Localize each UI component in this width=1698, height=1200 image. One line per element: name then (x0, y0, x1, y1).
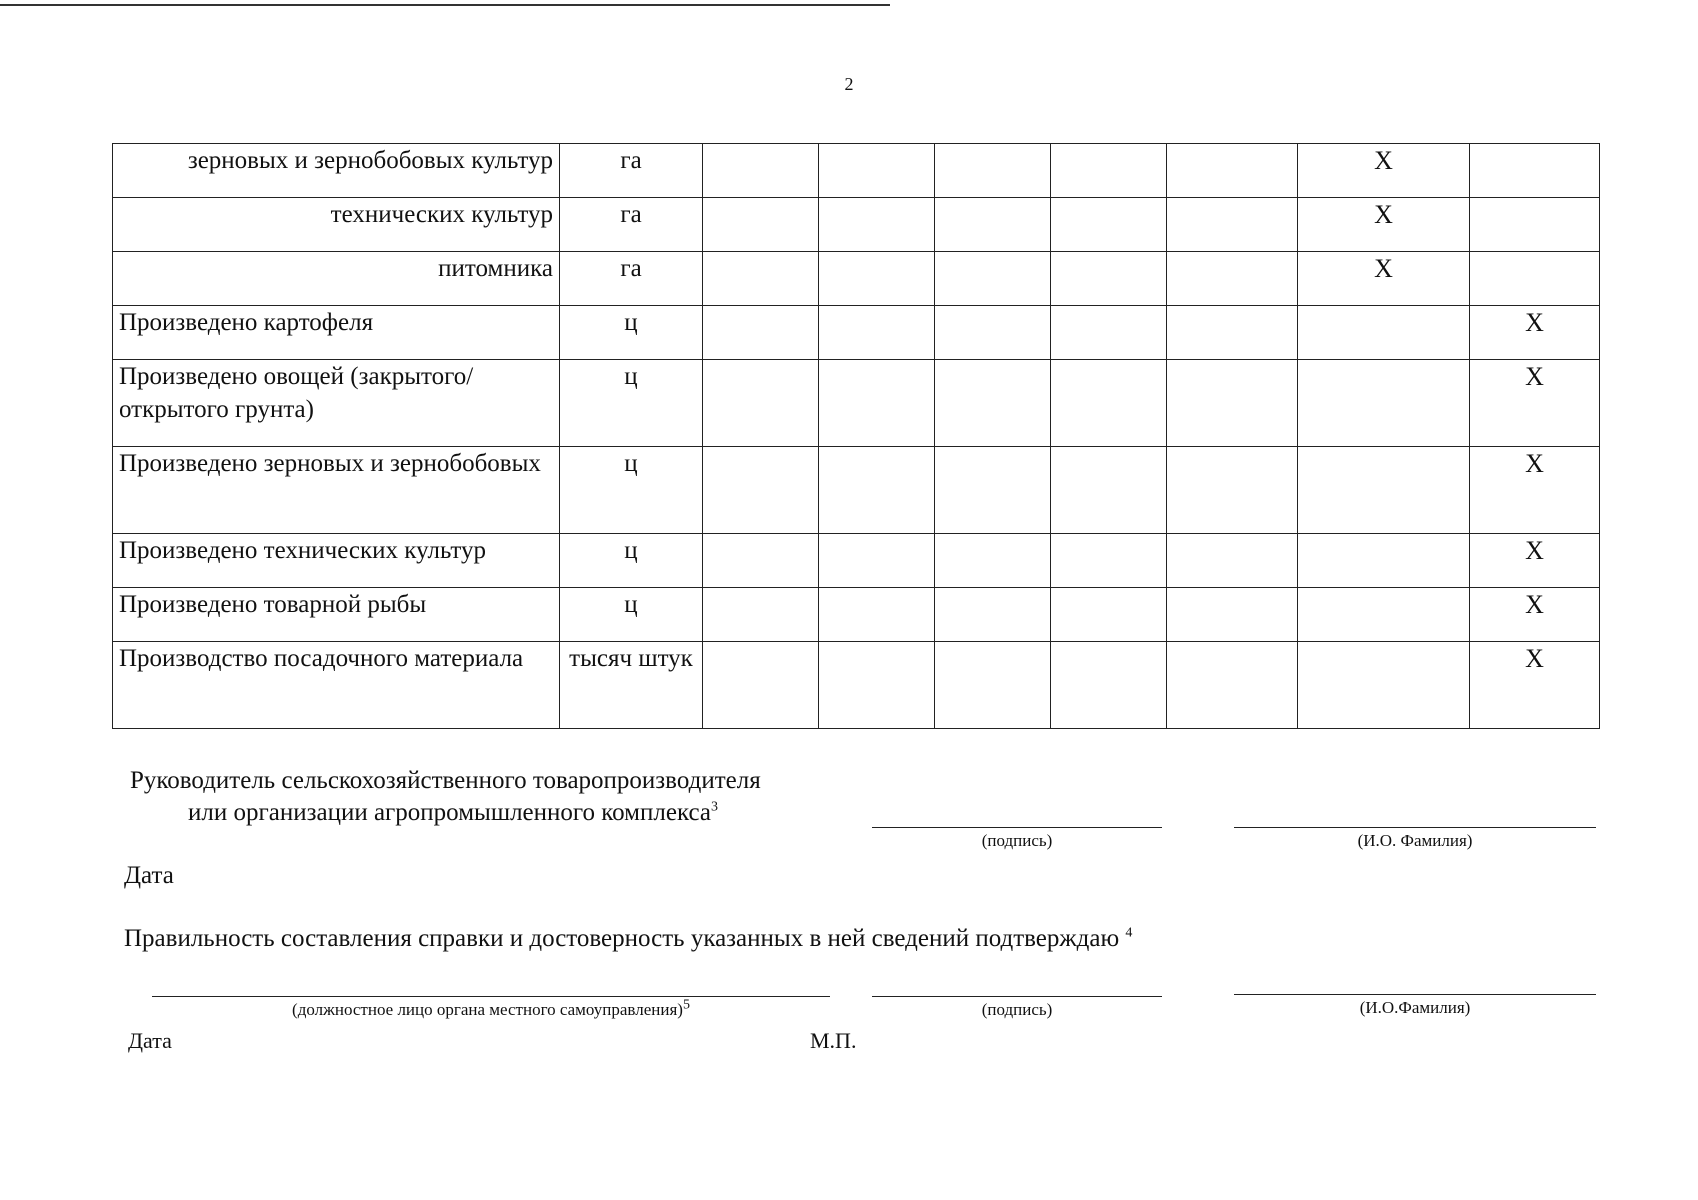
date-label: Дата (124, 862, 174, 889)
head-name-caption: (И.О. Фамилия) (1357, 831, 1473, 850)
value-cell (1167, 144, 1298, 198)
value-cell (703, 198, 819, 252)
value-cell (819, 198, 935, 252)
value-cell (819, 252, 935, 306)
value-cell (819, 306, 935, 360)
value-cell (819, 447, 935, 534)
footnote-ref: 3 (710, 799, 718, 815)
official-name-caption: (И.О.Фамилия) (1359, 998, 1471, 1017)
value-cell (935, 588, 1051, 642)
not-applicable-mark: X (1470, 588, 1600, 642)
not-applicable-mark: X (1298, 252, 1470, 306)
value-cell (1051, 252, 1167, 306)
head-name-line (1234, 827, 1596, 828)
table-row (113, 252, 1600, 306)
head-signature-line (872, 827, 1162, 828)
not-applicable-mark: X (1470, 360, 1600, 447)
value-cell (703, 447, 819, 534)
value-cell (819, 534, 935, 588)
indicator-cell: зерновых и зернобобовых культур (113, 144, 560, 198)
value-cell (935, 198, 1051, 252)
head-title-line2: или организации агропромышленного комплекса$^3$ (188, 799, 718, 826)
table-row (113, 198, 1600, 252)
table-row (113, 447, 1600, 534)
value-cell (703, 360, 819, 447)
official-line (152, 996, 830, 997)
value-cell (819, 588, 935, 642)
value-cell (819, 360, 935, 447)
stamp-label: М.П. (810, 1028, 857, 1053)
not-applicable-mark: X (1470, 534, 1600, 588)
value-cell (819, 144, 935, 198)
page-number: 2 (844, 74, 854, 94)
value-cell (703, 642, 819, 729)
indicator-cell: Произведено товарной рыбы (113, 588, 560, 642)
table-row (113, 360, 1600, 447)
not-applicable-mark: X (1298, 198, 1470, 252)
value-cell (1167, 534, 1298, 588)
value-cell (935, 534, 1051, 588)
indicator-cell: питомника (113, 252, 560, 306)
indicator-cell: Произведено картофеля (113, 306, 560, 360)
value-cell (935, 447, 1051, 534)
unit-cell: ц (560, 447, 703, 534)
value-cell (703, 588, 819, 642)
head-signature-caption: (подпись) (981, 831, 1053, 850)
official-name-line (1234, 994, 1596, 995)
value-cell (1051, 306, 1167, 360)
value-cell (1470, 198, 1600, 252)
value-cell (1051, 534, 1167, 588)
value-cell (1298, 360, 1470, 447)
value-cell (1051, 360, 1167, 447)
value-cell (1298, 588, 1470, 642)
not-applicable-mark: X (1470, 447, 1600, 534)
indicator-cell: Производство посадочного материала (113, 642, 560, 729)
footnote-ref: 5 (682, 997, 690, 1013)
table-row (113, 588, 1600, 642)
value-cell (1167, 360, 1298, 447)
unit-cell: ц (560, 360, 703, 447)
indicator-cell: Произведено зерновых и зернобобовых (113, 447, 560, 534)
table-row (113, 144, 1600, 198)
table-row (113, 642, 1600, 729)
not-applicable-mark: X (1298, 144, 1470, 198)
value-cell (935, 144, 1051, 198)
value-cell (1167, 306, 1298, 360)
value-cell (1167, 588, 1298, 642)
confirmation-text: Правильность составления справки и достоверность указанных в ней сведений подтверждаю $^4$ (124, 925, 1133, 952)
table-row (113, 306, 1600, 360)
date-label-2: Дата (128, 1028, 172, 1053)
value-cell (1298, 534, 1470, 588)
value-cell (1051, 642, 1167, 729)
value-cell (1298, 447, 1470, 534)
unit-cell: га (560, 198, 703, 252)
value-cell (1167, 252, 1298, 306)
value-cell (1051, 144, 1167, 198)
value-cell (819, 642, 935, 729)
indicator-cell: технических культур (113, 198, 560, 252)
not-applicable-mark: X (1470, 642, 1600, 729)
value-cell (1470, 144, 1600, 198)
head-title-line1: Руководитель сельскохозяйственного товаропроизводителя (130, 767, 761, 794)
scan-edge-line (0, 4, 890, 6)
indicator-cell: Произведено овощей (закрытого/открытого грунта) (113, 360, 560, 447)
unit-cell: га (560, 252, 703, 306)
unit-cell: ц (560, 534, 703, 588)
value-cell (1051, 447, 1167, 534)
official-caption: (должностное лицо органа местного самоуправления)$^5$ (292, 997, 690, 1019)
value-cell (935, 252, 1051, 306)
crop-production-table (112, 143, 1600, 729)
table-row (113, 534, 1600, 588)
official-signature-line (872, 996, 1162, 997)
value-cell (1167, 198, 1298, 252)
value-cell (703, 252, 819, 306)
footnote-ref: 4 (1125, 925, 1133, 941)
unit-cell: ц (560, 588, 703, 642)
unit-cell: тысяч штук (560, 642, 703, 729)
value-cell (1051, 198, 1167, 252)
value-cell (1167, 447, 1298, 534)
value-cell (1298, 306, 1470, 360)
value-cell (1470, 252, 1600, 306)
value-cell (935, 306, 1051, 360)
value-cell (935, 360, 1051, 447)
unit-cell: га (560, 144, 703, 198)
not-applicable-mark: X (1470, 306, 1600, 360)
value-cell (703, 306, 819, 360)
value-cell (1167, 642, 1298, 729)
value-cell (703, 144, 819, 198)
unit-cell: ц (560, 306, 703, 360)
value-cell (1051, 588, 1167, 642)
value-cell (1298, 642, 1470, 729)
official-signature-caption: (подпись) (981, 1000, 1053, 1019)
value-cell (935, 642, 1051, 729)
indicator-cell: Произведено технических культур (113, 534, 560, 588)
value-cell (703, 534, 819, 588)
